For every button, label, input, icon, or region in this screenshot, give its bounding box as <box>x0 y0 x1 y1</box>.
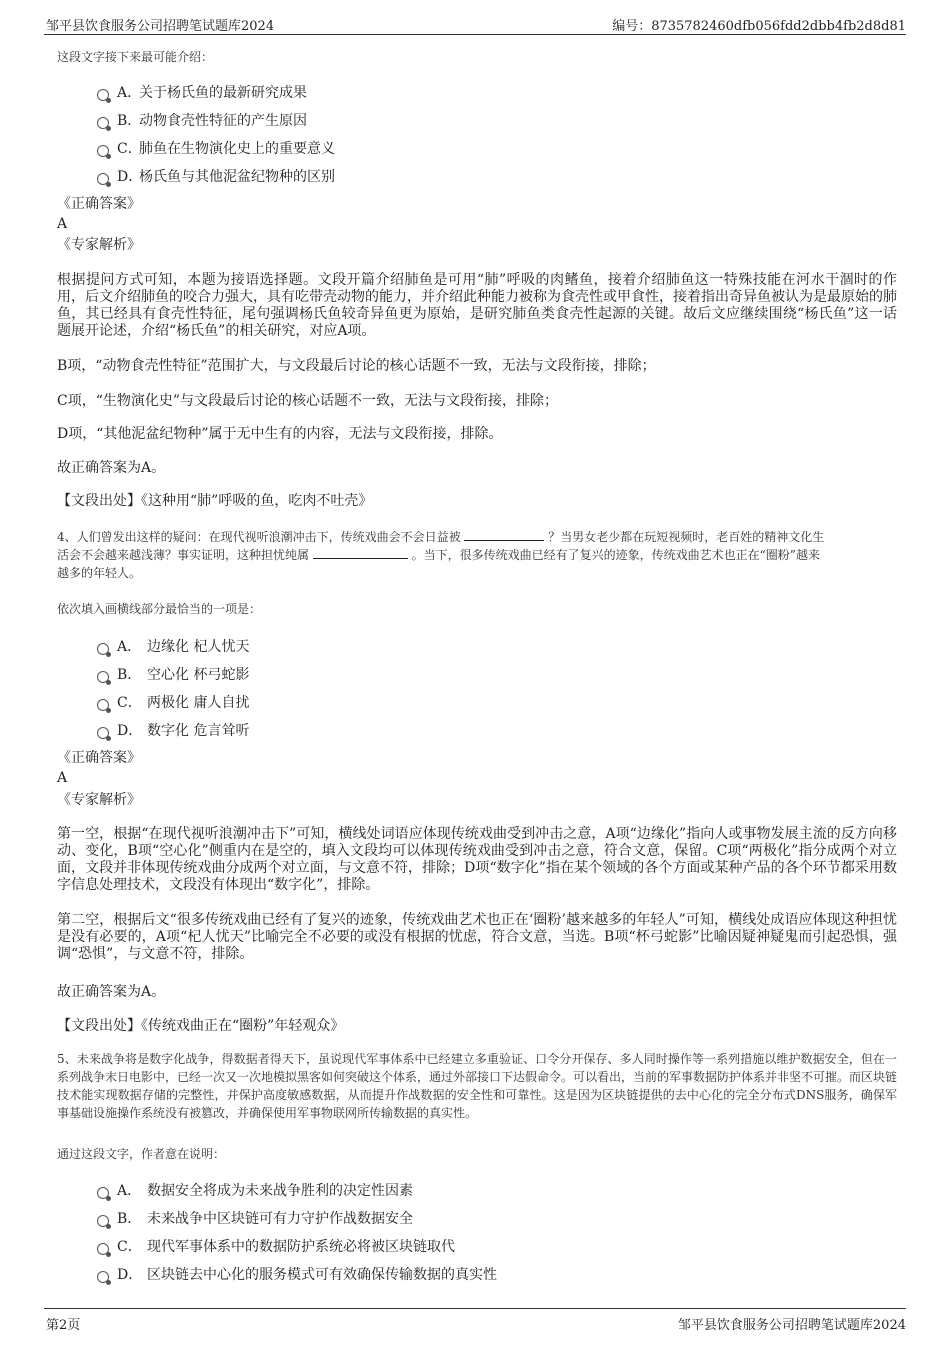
q4-source: 【文段出处】《传统戏曲正在“圈粉”年轻观众》 <box>57 1018 345 1034</box>
q3-option-a[interactable]: A． 关于杨氏鱼的最新研究成果 <box>97 82 797 110</box>
radio-icon[interactable] <box>97 1243 109 1255</box>
page-header <box>44 12 906 35</box>
q3-option-b[interactable]: B． 动物食壳性特征的产生原因 <box>97 110 797 138</box>
radio-icon[interactable] <box>97 1187 109 1199</box>
q5-option-d[interactable]: D． 区块链去中心化的服务模式可有效确保传输数据的真实性 <box>97 1264 797 1292</box>
fill-blank-1 <box>464 528 544 541</box>
q5-stem: 5、未来战争将是数字化战争，得数据者得天下，虽说现代军事体系中已经建立多重验证、口令分开保存、多人同时操作等一系列措施以维护数据安全，但在一系列战争末日电影中，已经一次又一次地模拟黑客如何突破这个体系，通过外部接口下达假命令。可以看出，当前的军事数据防护体系并非坚不可摧。而区块链技术能实现数据存储的完整性，并保护高度敏感数据，从而提升作战数据的安全性和可靠性。这是因为区块链提供的去中心化的完全分布式DNS服务，确保军事基础设施操作系统没有被篡改，并确保使用军事物联网所传输数据的真实性。 <box>57 1052 898 1120</box>
q3-options <box>97 82 797 194</box>
q5-option-c[interactable]: C． 现代军事体系中的数据防护系统必将被区块链取代 <box>97 1236 797 1264</box>
q3-analysis-c: C项，“生物演化史”与文段最后讨论的核心话题不一致，无法与文段衔接，排除； <box>57 393 559 409</box>
radio-icon[interactable] <box>97 117 109 129</box>
header-title: 邹平县饮食服务公司招聘笔试题库2024 <box>46 19 275 34</box>
q4-analysis-first: 第一空，根据“在现代视听浪潮冲击下”可知，横线处词语应体现传统戏曲受到冲击之意，A项“边缘化”指向人或事物发展主流的反方向移动、变化，B项“空心化”侧重内在是空的，填入文段均可以体现传统戏曲受到冲击之意，符合文意，保留。C项“两极化”指分成两个对立面，文段并非体现传统戏曲分成两个对立面，与文意不符，排除；D项“数字化”指在某个领域的各个方面或某种产品的各个环节都采用数字信息处理技术，文段没有体现出“数字化”，排除。 <box>57 826 897 893</box>
q4-conclusion: 故正确答案为A。 <box>57 984 166 1000</box>
q5-options <box>97 1180 797 1292</box>
radio-icon[interactable] <box>97 1271 109 1283</box>
q4-options <box>97 636 797 748</box>
q3-answer: A <box>57 216 68 232</box>
q3-answer-label: 《正确答案》 <box>57 196 141 212</box>
radio-icon[interactable] <box>97 145 109 157</box>
fill-blank-2 <box>313 546 408 559</box>
page-footer <box>44 1308 906 1335</box>
q3-analysis-d: D项，“其他泥盆纪物种”属于无中生有的内容，无法与文段衔接，排除。 <box>57 426 503 442</box>
q4-answer-label: 《正确答案》 <box>57 750 141 766</box>
radio-icon[interactable] <box>97 727 109 739</box>
q4-analysis-second: 第二空，根据后文“很多传统戏曲已经有了复兴的迹象，传统戏曲艺术也正在‘圈粉’越来越多的年轻人”可知，横线处成语应体现这种担忧是没有必要的，A项“杞人忧天”比喻完全不必要的或没有根据的忧虑，符合文意，当选。B项“杯弓蛇影”比喻因疑神疑鬼而引起恐惧，强调“恐惧”，与文意不符，排除。 <box>57 912 897 962</box>
radio-icon[interactable] <box>97 1215 109 1227</box>
radio-icon[interactable] <box>97 671 109 683</box>
q3-analysis-label: 《专家解析》 <box>57 237 141 253</box>
q4-option-b[interactable]: B． 空心化 杯弓蛇影 <box>97 664 797 692</box>
q3-prompt: 这段文字接下来最可能介绍： <box>57 50 214 64</box>
footer-title: 邹平县饮食服务公司招聘笔试题库2024 <box>677 1318 906 1333</box>
q3-source: 【文段出处】《这种用“肺”呼吸的鱼，吃肉不吐壳》 <box>57 493 373 509</box>
q4-option-a[interactable]: A． 边缘化 杞人忧天 <box>97 636 797 664</box>
q5-option-b[interactable]: B． 未来战争中区块链可有力守护作战数据安全 <box>97 1208 797 1236</box>
q4-stem: 4、人们曾发出这样的疑问：在现代视听浪潮冲击下，传统戏曲会不会日益被 ？当男女老少都在玩短视频时，老百姓的精神文化生 活会不会越来越浅薄？事实证明，这种担忧纯属 。当下，很多传统戏曲已经有了复兴的迹象，传统戏曲艺术也正在“圈粉”越来 越多的年轻人。 <box>57 530 825 580</box>
header-document-id: 编号：8735782460dfb056fdd2dbb4fb2d8d81 <box>612 19 906 34</box>
q3-option-d[interactable]: D． 杨氏鱼与其他泥盆纪物种的区别 <box>97 166 797 194</box>
q3-analysis-main: 根据提问方式可知，本题为接语选择题。文段开篇介绍肺鱼是可用“肺”呼吸的肉鳍鱼，接着介绍肺鱼这一特殊技能在河水干涸时的作用，后文介绍肺鱼的咬合力强大，具有吃带壳动物的能力，并介绍此种能力被称为食壳性或甲食性，接着指出奇异鱼被认为是最原始的肺鱼，其已经具有食壳性特征，尾句强调杨氏鱼较奇异鱼更为原始，是研究肺鱼类食壳性起源的关键。故后文应继续围绕“杨氏鱼”这一话题展开论述，介绍“杨氏鱼”的相关研究，对应A项。 <box>57 272 897 339</box>
radio-icon[interactable] <box>97 89 109 101</box>
q3-analysis-b: B项，“动物食壳性特征”范围扩大，与文段最后讨论的核心话题不一致，无法与文段衔接，排除； <box>57 358 656 374</box>
radio-icon[interactable] <box>97 643 109 655</box>
q4-option-c[interactable]: C． 两极化 庸人自扰 <box>97 692 797 720</box>
page-number: 第2页 <box>46 1318 81 1333</box>
q4-analysis-label: 《专家解析》 <box>57 792 141 808</box>
q4-answer: A <box>57 770 68 786</box>
radio-icon[interactable] <box>97 699 109 711</box>
q5-option-a[interactable]: A． 数据安全将成为未来战争胜利的决定性因素 <box>97 1180 797 1208</box>
q4-option-d[interactable]: D． 数字化 危言耸听 <box>97 720 797 748</box>
radio-icon[interactable] <box>97 173 109 185</box>
q3-conclusion: 故正确答案为A。 <box>57 460 166 476</box>
q3-option-c[interactable]: C． 肺鱼在生物演化史上的重要意义 <box>97 138 797 166</box>
q4-prompt: 依次填入画横线部分最恰当的一项是： <box>57 602 262 616</box>
q5-prompt: 通过这段文字，作者意在说明： <box>57 1147 226 1161</box>
